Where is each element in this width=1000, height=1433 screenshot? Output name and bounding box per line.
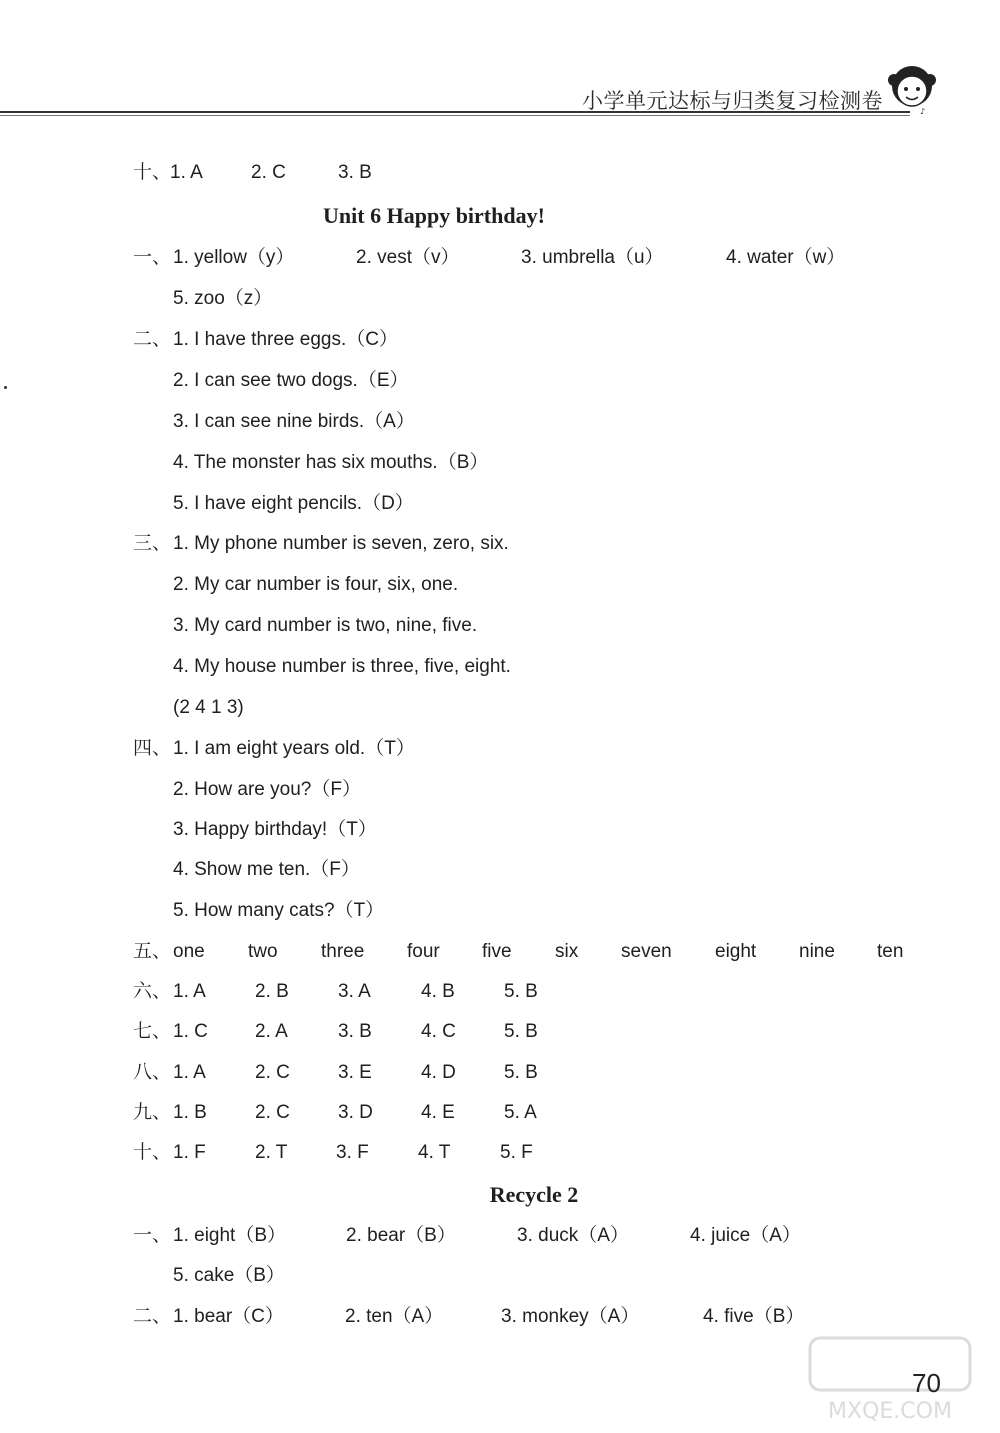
svg-text:♪: ♪ [920, 107, 926, 116]
header-divider-thin [0, 115, 910, 116]
answer-item: 5. cake（B） [173, 1265, 285, 1286]
section-number: 十、 [133, 1142, 172, 1163]
section-number: 二、 [133, 1306, 172, 1327]
answer-item: 5. zoo（z） [173, 288, 273, 309]
answer-item: 4. water（w） [726, 247, 846, 268]
answer-item: 1. A [173, 1062, 206, 1083]
answer-item: 5. How many cats?（T） [173, 900, 385, 921]
page-header [0, 0, 1000, 140]
answer-item: 5. B [504, 981, 538, 1002]
section-number: 九、 [133, 1102, 172, 1123]
answer-item: 2. ten（A） [345, 1306, 444, 1327]
section-number: 十、 [133, 162, 172, 183]
page-number: 70 [912, 1368, 941, 1398]
scan-speck [4, 386, 7, 389]
answer-item: 2. C [251, 162, 286, 183]
section-number: 一、 [133, 1225, 172, 1246]
answer-item: 5. B [504, 1062, 538, 1083]
answer-item: 4. five（B） [703, 1306, 805, 1327]
answer-item: 2. I can see two dogs.（E） [173, 370, 409, 391]
answer-item: 5. I have eight pencils.（D） [173, 493, 414, 514]
header-divider [0, 111, 910, 113]
book-title: 小学单元达标与归类复习检测卷 [582, 89, 883, 113]
word-item: two [248, 941, 278, 962]
answer-item: 3. My card number is two, nine, five. [173, 615, 478, 636]
answer-item: 4. B [421, 981, 455, 1002]
answer-item: 3. A [338, 981, 371, 1002]
answer-item: 2. C [255, 1102, 290, 1123]
section-number: 三、 [133, 533, 172, 554]
recycle-2-title: Recycle 2 [489, 1182, 579, 1207]
section-number: 四、 [133, 738, 172, 759]
answer-item: 2. vest（v） [356, 247, 460, 268]
answer-item: 1. I have three eggs.（C） [173, 329, 398, 350]
answer-item: 3. B [338, 162, 372, 183]
word-item: eight [715, 941, 757, 962]
section-number: 七、 [133, 1021, 172, 1042]
answer-item: 3. duck（A） [517, 1225, 629, 1246]
answer-item: 4. juice（A） [690, 1225, 801, 1246]
answer-item: 1. F [173, 1142, 206, 1163]
answer-item: 5. A [504, 1102, 537, 1123]
word-item: nine [799, 941, 835, 962]
answer-item: 4. Show me ten.（F） [173, 859, 360, 880]
answer-item: 2. A [255, 1021, 288, 1042]
answer-item: 2. T [255, 1142, 288, 1163]
answer-item: 3. F [336, 1142, 369, 1163]
word-item: one [173, 941, 205, 962]
answer-item: 1. A [173, 981, 206, 1002]
answer-item: 3. umbrella（u） [521, 247, 664, 268]
answer-item: 1. My phone number is seven, zero, six. [173, 533, 509, 554]
answer-item: 2. C [255, 1062, 290, 1083]
answer-item: 1. C [173, 1021, 208, 1042]
girl-mascot-icon [882, 58, 942, 118]
answer-item: 1. eight（B） [173, 1225, 286, 1246]
answer-item: 2. My car number is four, six, one. [173, 574, 459, 595]
section-number: 六、 [133, 981, 172, 1002]
answer-item: 3. D [338, 1102, 373, 1123]
answer-item: 3. B [338, 1021, 372, 1042]
answer-item: 2. bear（B） [346, 1225, 456, 1246]
word-item: seven [621, 941, 672, 962]
section-number: 五、 [133, 941, 172, 962]
answer-item: 4. The monster has six mouths.（B） [173, 452, 489, 473]
answer-item: 4. C [421, 1021, 456, 1042]
word-item: six [555, 941, 579, 962]
answer-item: 2. B [255, 981, 289, 1002]
answer-item: 5. B [504, 1021, 538, 1042]
watermark-text: MXQE.COM [828, 1399, 952, 1424]
answer-item: 4. E [421, 1102, 455, 1123]
answer-item: 4. D [421, 1062, 456, 1083]
answer-item: 1. A [170, 162, 203, 183]
section-number: 一、 [133, 247, 172, 268]
answer-item: 3. E [338, 1062, 372, 1083]
answer-item: 3. I can see nine birds.（A） [173, 411, 415, 432]
answer-item: 4. My house number is three, five, eight. [173, 656, 511, 677]
answer-item: 1. bear（C） [173, 1306, 284, 1327]
answer-item: 1. I am eight years old.（T） [173, 738, 415, 759]
word-item: four [407, 941, 440, 962]
answer-item: 3. monkey（A） [501, 1306, 640, 1327]
watermark-logo [790, 1330, 995, 1430]
answer-item: 3. Happy birthday!（T） [173, 819, 377, 840]
word-item: three [321, 941, 365, 962]
unit-6-title: Unit 6 Happy birthday! [323, 203, 545, 228]
answer-item: 2. How are you?（F） [173, 779, 361, 800]
word-item: ten [877, 941, 904, 962]
answer-item: 1. B [173, 1102, 207, 1123]
answer-item: (2 4 1 3) [173, 697, 244, 718]
word-item: five [482, 941, 512, 962]
section-number: 二、 [133, 329, 172, 350]
section-number: 八、 [133, 1062, 172, 1083]
answer-item: 1. yellow（y） [173, 247, 295, 268]
answer-item: 5. F [500, 1142, 533, 1163]
answer-item: 4. T [418, 1142, 451, 1163]
